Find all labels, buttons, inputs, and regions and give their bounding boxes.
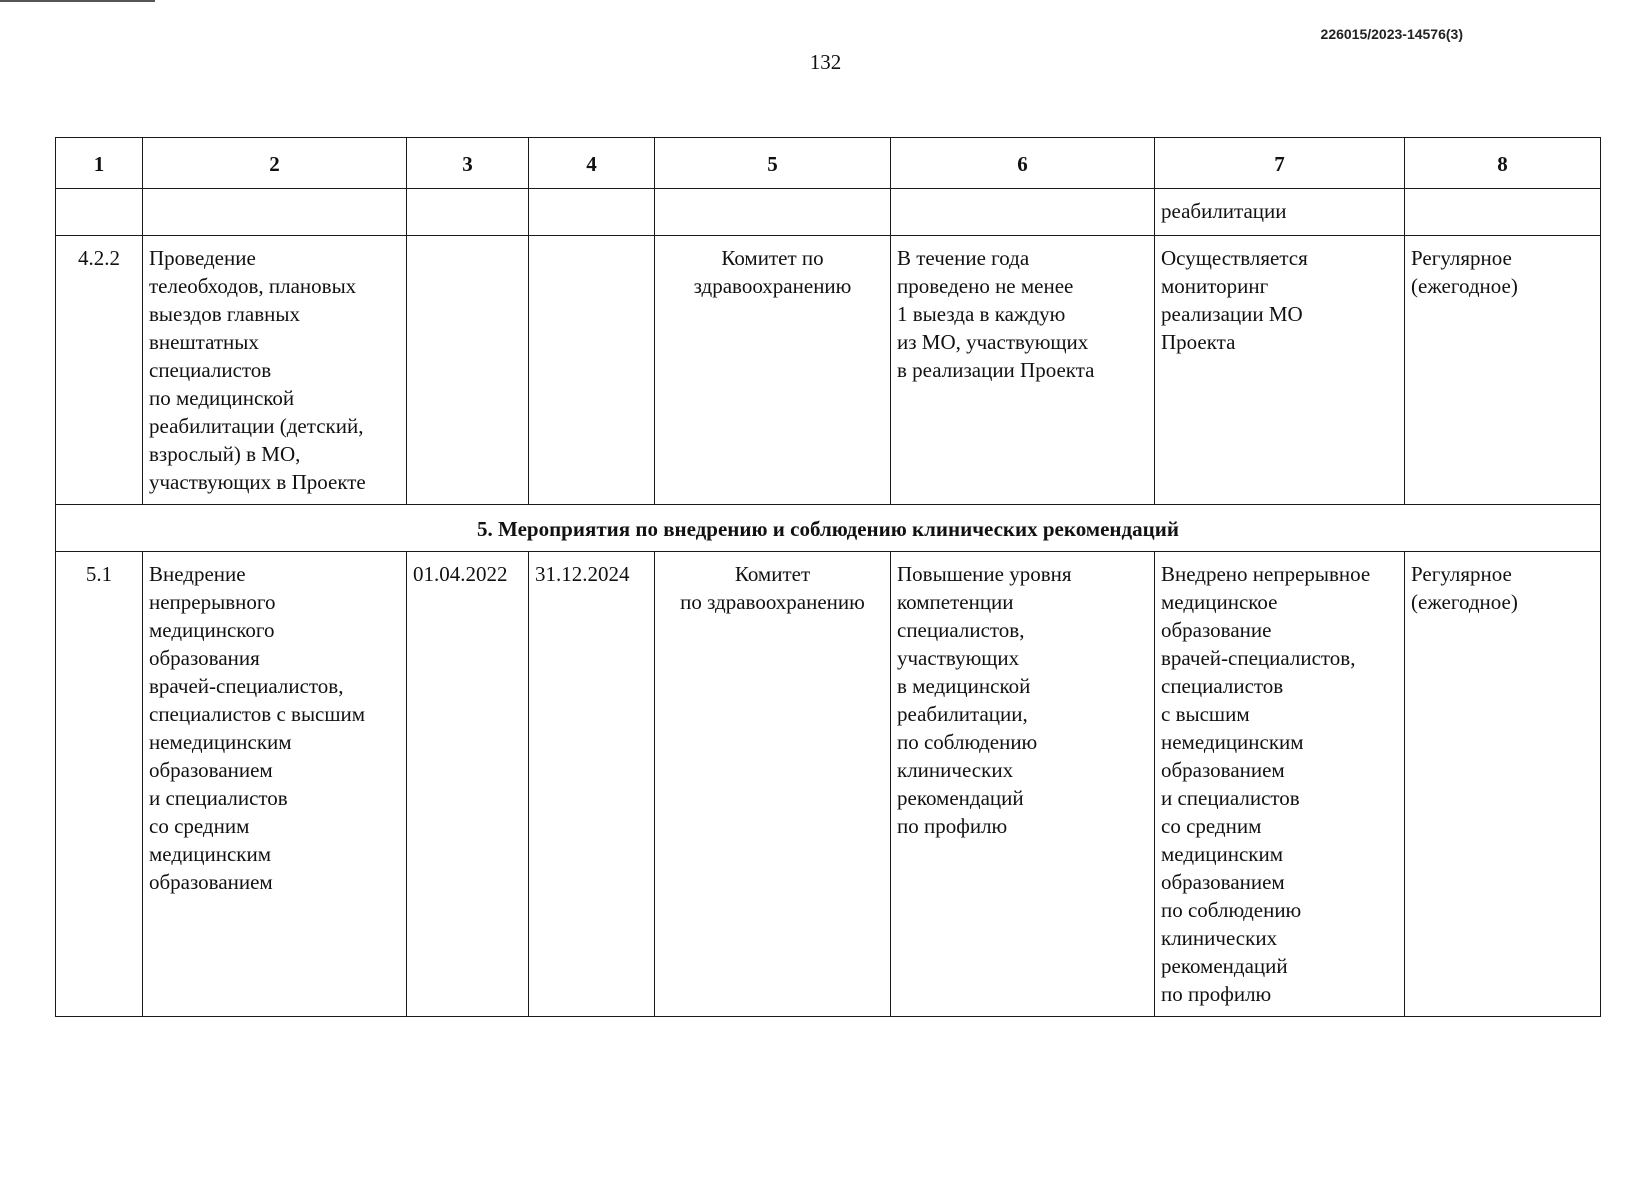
cell xyxy=(407,189,529,236)
column-header-7: 7 xyxy=(1155,138,1405,189)
section-header-row xyxy=(56,505,1601,552)
measure-name: Внедрение непрерывного медицинского образования врачей-специалистов, специалистов с высшим немедицинским образованием и специалистов со средним медицинским образованием xyxy=(143,552,407,1017)
page-number: 132 xyxy=(809,50,842,74)
column-header-8: 8 xyxy=(1405,138,1601,189)
cell: реабилитации xyxy=(1155,189,1405,236)
cell xyxy=(56,189,143,236)
row-number: 4.2.2 xyxy=(56,236,143,505)
control-indicator: Внедрено непрерывное медицинское образование врачей-специалистов, специалистов с высшим немедицинским образованием и специалистов со средним медицинским образованием по соблюдению клинических рекомендаций по профилю xyxy=(1155,552,1405,1017)
cell xyxy=(1405,189,1601,236)
scan-edge-mark xyxy=(0,0,155,2)
table-row-5-1 xyxy=(56,552,1601,1017)
column-number-row xyxy=(56,138,1601,189)
cell xyxy=(143,189,407,236)
control-indicator: Осуществляется мониторинг реализации МО Проекта xyxy=(1155,236,1405,505)
column-header-1: 1 xyxy=(56,138,143,189)
expected-result: В течение года проведено не менее 1 выезда в каждую из МО, участвующих в реализации Проекта xyxy=(891,236,1155,505)
end-date: 31.12.2024 xyxy=(529,552,655,1017)
start-date xyxy=(407,236,529,505)
expected-result: Повышение уровня компетенции специалистов, участвующих в медицинской реабилитации, по соблюдению клинических рекомендаций по профилю xyxy=(891,552,1155,1017)
measure-name: Проведение телеобходов, плановых выездов главных внештатных специалистов по медицинской реабилитации (детский, взрослый) в МО, участвующих в Проекте xyxy=(143,236,407,505)
measures-table xyxy=(55,137,1601,1017)
row-number: 5.1 xyxy=(56,552,143,1017)
column-header-2: 2 xyxy=(143,138,407,189)
column-header-6: 6 xyxy=(891,138,1155,189)
column-header-5: 5 xyxy=(655,138,891,189)
responsible-executor: Комитет по здравоохранению xyxy=(655,552,891,1017)
start-date: 01.04.2022 xyxy=(407,552,529,1017)
frequency: Регулярное (ежегодное) xyxy=(1405,236,1601,505)
responsible-executor: Комитет по здравоохранению xyxy=(655,236,891,505)
cell xyxy=(655,189,891,236)
cell xyxy=(891,189,1155,236)
continuation-row xyxy=(56,189,1601,236)
column-header-3: 3 xyxy=(407,138,529,189)
frequency: Регулярное (ежегодное) xyxy=(1405,552,1601,1017)
section-title: 5. Мероприятия по внедрению и соблюдению клинических рекомендаций xyxy=(56,505,1601,552)
table-row-4-2-2 xyxy=(56,236,1601,505)
cell xyxy=(529,189,655,236)
column-header-4: 4 xyxy=(529,138,655,189)
document-number: 226015/2023-14576(3) xyxy=(1320,26,1463,42)
end-date xyxy=(529,236,655,505)
